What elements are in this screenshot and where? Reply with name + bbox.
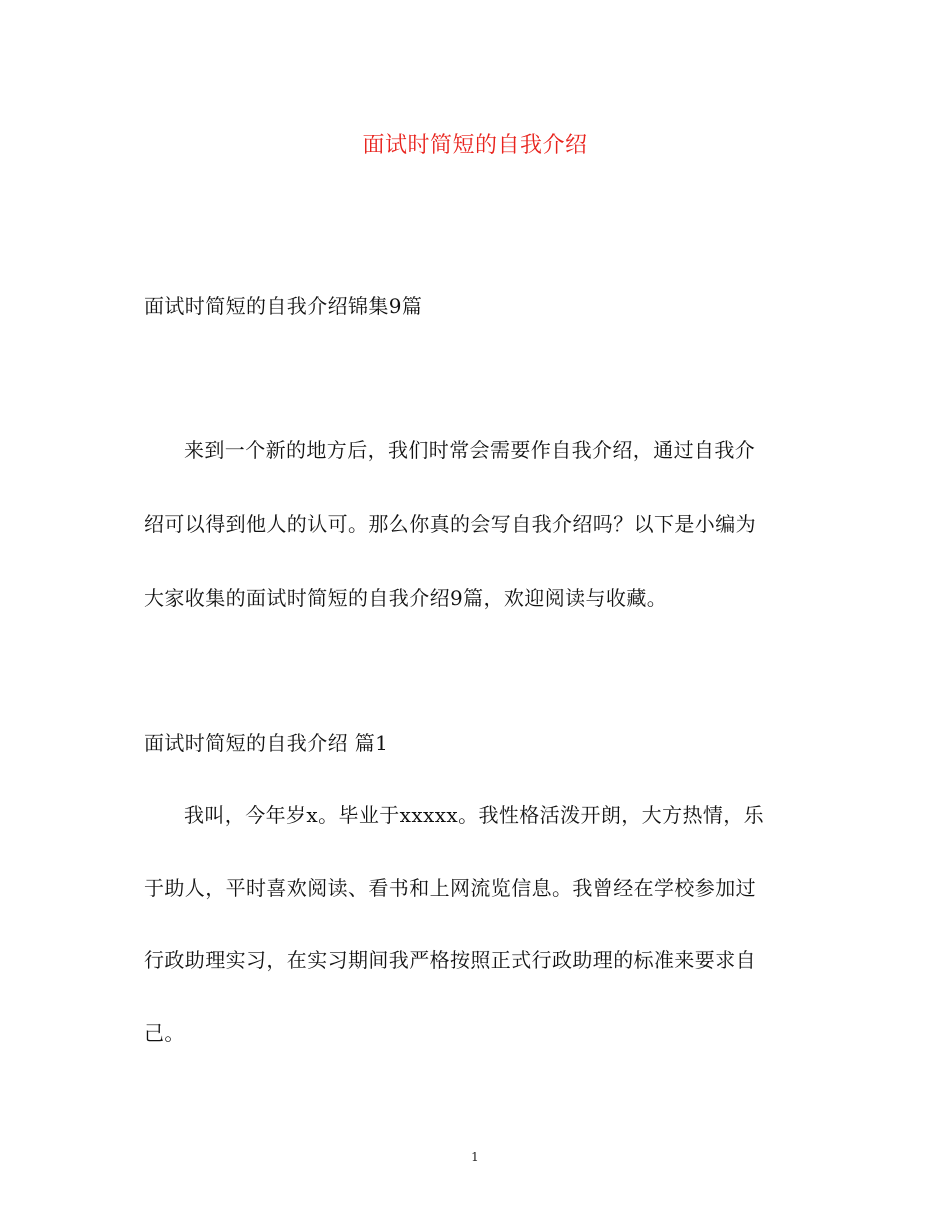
section-line-4: 己。 [144,1021,185,1045]
section-line-2: 于助人，平时喜欢阅读、看书和上网流览信息。我曾经在学校参加过 [144,876,756,900]
document-title: 面试时简短的自我介绍 [362,133,588,158]
intro-line-3: 大家收集的面试时简短的自我介绍9篇，欢迎阅读与收藏。 [144,586,668,610]
intro-line-1: 来到一个新的地方后，我们时常会需要作自我介绍，通过自我介 [184,438,756,462]
document-subtitle: 面试时简短的自我介绍锦集9篇 [144,294,423,318]
section-line-3: 行政助理实习，在实习期间我严格按照正式行政助理的标准来要求自 [144,948,756,972]
intro-line-2: 绍可以得到他人的认可。那么你真的会写自我介绍吗？以下是小编为 [144,512,756,536]
section-line-1: 我叫，今年岁x。毕业于xxxxx。我性格活泼开朗，大方热情，乐 [184,803,765,827]
page-number: 1 [471,1150,479,1164]
section-heading: 面试时简短的自我介绍 篇1 [144,731,389,755]
